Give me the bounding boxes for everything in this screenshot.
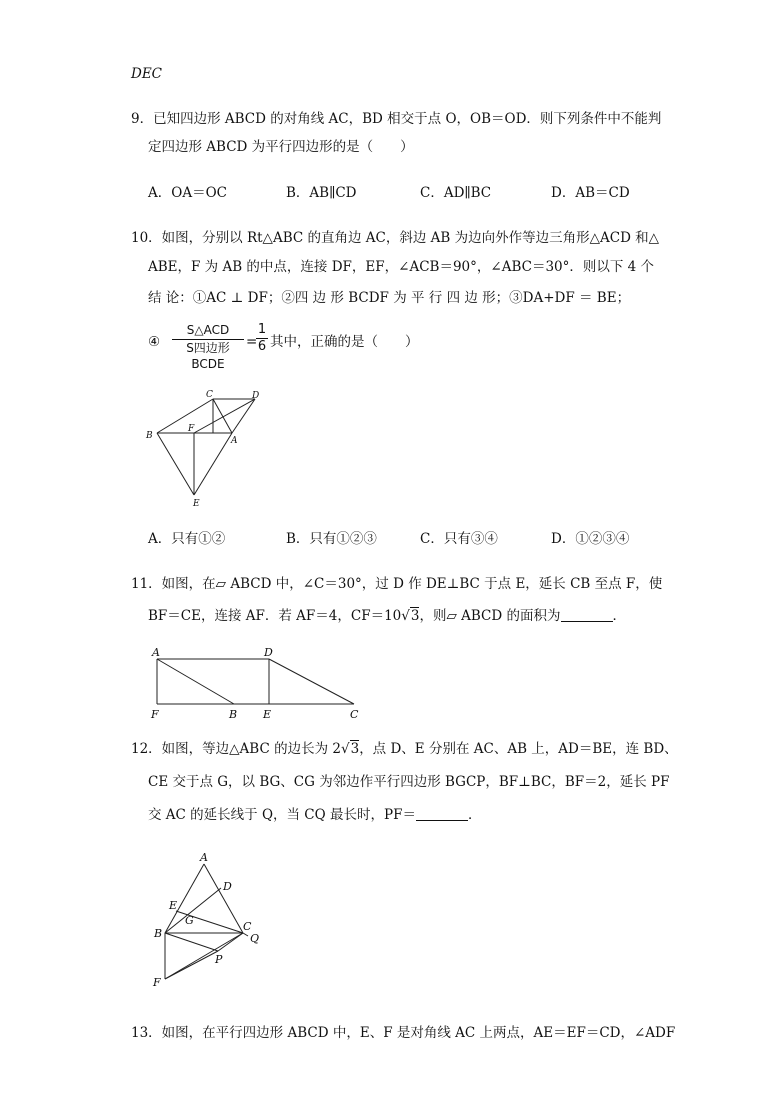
q12-line1-text-a: 12．如图，等边△ABC 的边长为 2 xyxy=(131,741,341,757)
q10-fraction xyxy=(172,322,244,372)
q11-line2 xyxy=(148,607,626,625)
q12-line2: CE 交于点 G，以 BG、CG 为邻边作平行四边形 BGCP，BF⊥BC，BF＝2，延长 PF xyxy=(148,774,670,790)
q9-line2: 定四边形 ABCD 为平行四边形的是（ ） xyxy=(148,139,414,155)
q10-line3: 结 论：①AC ⊥ DF；②四 边 形 BCDF 为 平 行 四 边 形；③DA+DF ＝ BE； xyxy=(148,290,631,306)
q12-sqrt: √3 xyxy=(340,741,360,757)
q12-figure xyxy=(145,848,275,993)
q12-line3-text-a: 交 AC 的延长线于 Q，当 CQ 最长时，PF＝ xyxy=(148,807,416,823)
q10-line1: 10．如图，分别以 Rt△ABC 的直角边 AC，斜边 AB 为边向外作等边三角形△ACD 和△ xyxy=(131,230,660,246)
q9-option-a: A．OA＝OC xyxy=(148,185,227,201)
q10-label-c: C xyxy=(206,390,213,400)
q10-label-f: F xyxy=(188,424,195,434)
q11-line2-text-b: ，则▱ ABCD 的面积为 xyxy=(419,608,561,624)
q10-option-c: C．只有③④ xyxy=(420,531,498,547)
q10-frac-rhs-num: 1 xyxy=(257,322,267,337)
q10-option-b: B．只有①②③ xyxy=(286,531,377,547)
q12-label-e: E xyxy=(169,899,178,912)
q11-sqrt-radicand: 3 xyxy=(410,608,420,624)
q10-item4-marker: ④ xyxy=(148,334,161,350)
q12-sqrt-radicand: 3 xyxy=(350,741,360,757)
q12-label-g: G xyxy=(185,914,194,927)
q12-answer-blank xyxy=(416,806,468,821)
q11-line2-text-a: BF＝CE，连接 AF．若 AF＝4，CF＝10 xyxy=(148,608,402,624)
q11-label-c: C xyxy=(350,708,359,721)
q10-frac-numerator: S△ACD xyxy=(172,322,244,340)
q10-label-b: B xyxy=(146,431,153,441)
q9-option-c: C．AD∥BC xyxy=(420,185,492,201)
q12-line1-text-b: ，点 D、E 分别在 AC、AB 上，AD＝BE，连 BD、 xyxy=(359,741,678,757)
q10-option-d: D．①②③④ xyxy=(551,531,630,547)
q12-line1 xyxy=(131,740,678,758)
q11-label-a: A xyxy=(152,646,160,659)
q12-label-c: C xyxy=(243,920,252,933)
q10-frac-rhs-den: 6 xyxy=(257,339,267,354)
q11-figure xyxy=(148,643,368,723)
q12-label-d: D xyxy=(223,880,232,893)
q12-line3-text-b: ． xyxy=(467,807,482,823)
prev-question-tail: DEC xyxy=(131,66,163,82)
q10-line4-suffix: 其中，正确的是（ ） xyxy=(270,334,419,350)
q11-label-e: E xyxy=(263,708,272,721)
q11-line2-text-c: ． xyxy=(612,608,626,624)
q11-label-d: D xyxy=(264,646,273,659)
q10-figure xyxy=(140,385,270,510)
q12-label-a: A xyxy=(200,851,208,864)
q9-option-d: D．AB＝CD xyxy=(551,185,630,201)
q12-label-f: F xyxy=(153,976,161,989)
q11-answer-blank xyxy=(561,607,613,622)
q10-frac-rhs xyxy=(256,322,268,355)
q9-option-b: B．AB∥CD xyxy=(286,185,357,201)
q10-label-d: D xyxy=(252,391,260,401)
q10-label-e: E xyxy=(193,499,200,509)
q11-line1: 11．如图，在▱ ABCD 中，∠C＝30°，过 D 作 DE⊥BC 于点 E，延长 CB 至点 F，使 xyxy=(131,576,663,592)
q12-line3 xyxy=(148,806,481,824)
q11-label-f: F xyxy=(151,708,159,721)
q13-line1: 13．如图，在平行四边形 ABCD 中，E、F 是对角线 AC 上两点，AE＝EF＝CD，∠ADF xyxy=(131,1025,676,1041)
q10-label-a: A xyxy=(231,436,238,446)
q11-label-b: B xyxy=(229,708,238,721)
q12-label-q: Q xyxy=(250,932,260,945)
q10-frac-equals: = xyxy=(246,334,258,350)
q12-label-p: P xyxy=(215,953,223,966)
q10-option-a: A．只有①② xyxy=(148,531,226,547)
q12-label-b: B xyxy=(154,927,163,940)
q10-frac-denominator: S四边形BCDE xyxy=(186,341,230,371)
q9-line1: 9．已知四边形 ABCD 的对角线 AC，BD 相交于点 O，OB＝OD．则下列条件中不能判 xyxy=(131,111,662,127)
q11-sqrt: √3 xyxy=(401,608,420,624)
q10-line2: ABE，F 为 AB 的中点，连接 DF，EF，∠ACB＝90°，∠ABC＝30°．则以下 4 个 xyxy=(148,259,655,275)
